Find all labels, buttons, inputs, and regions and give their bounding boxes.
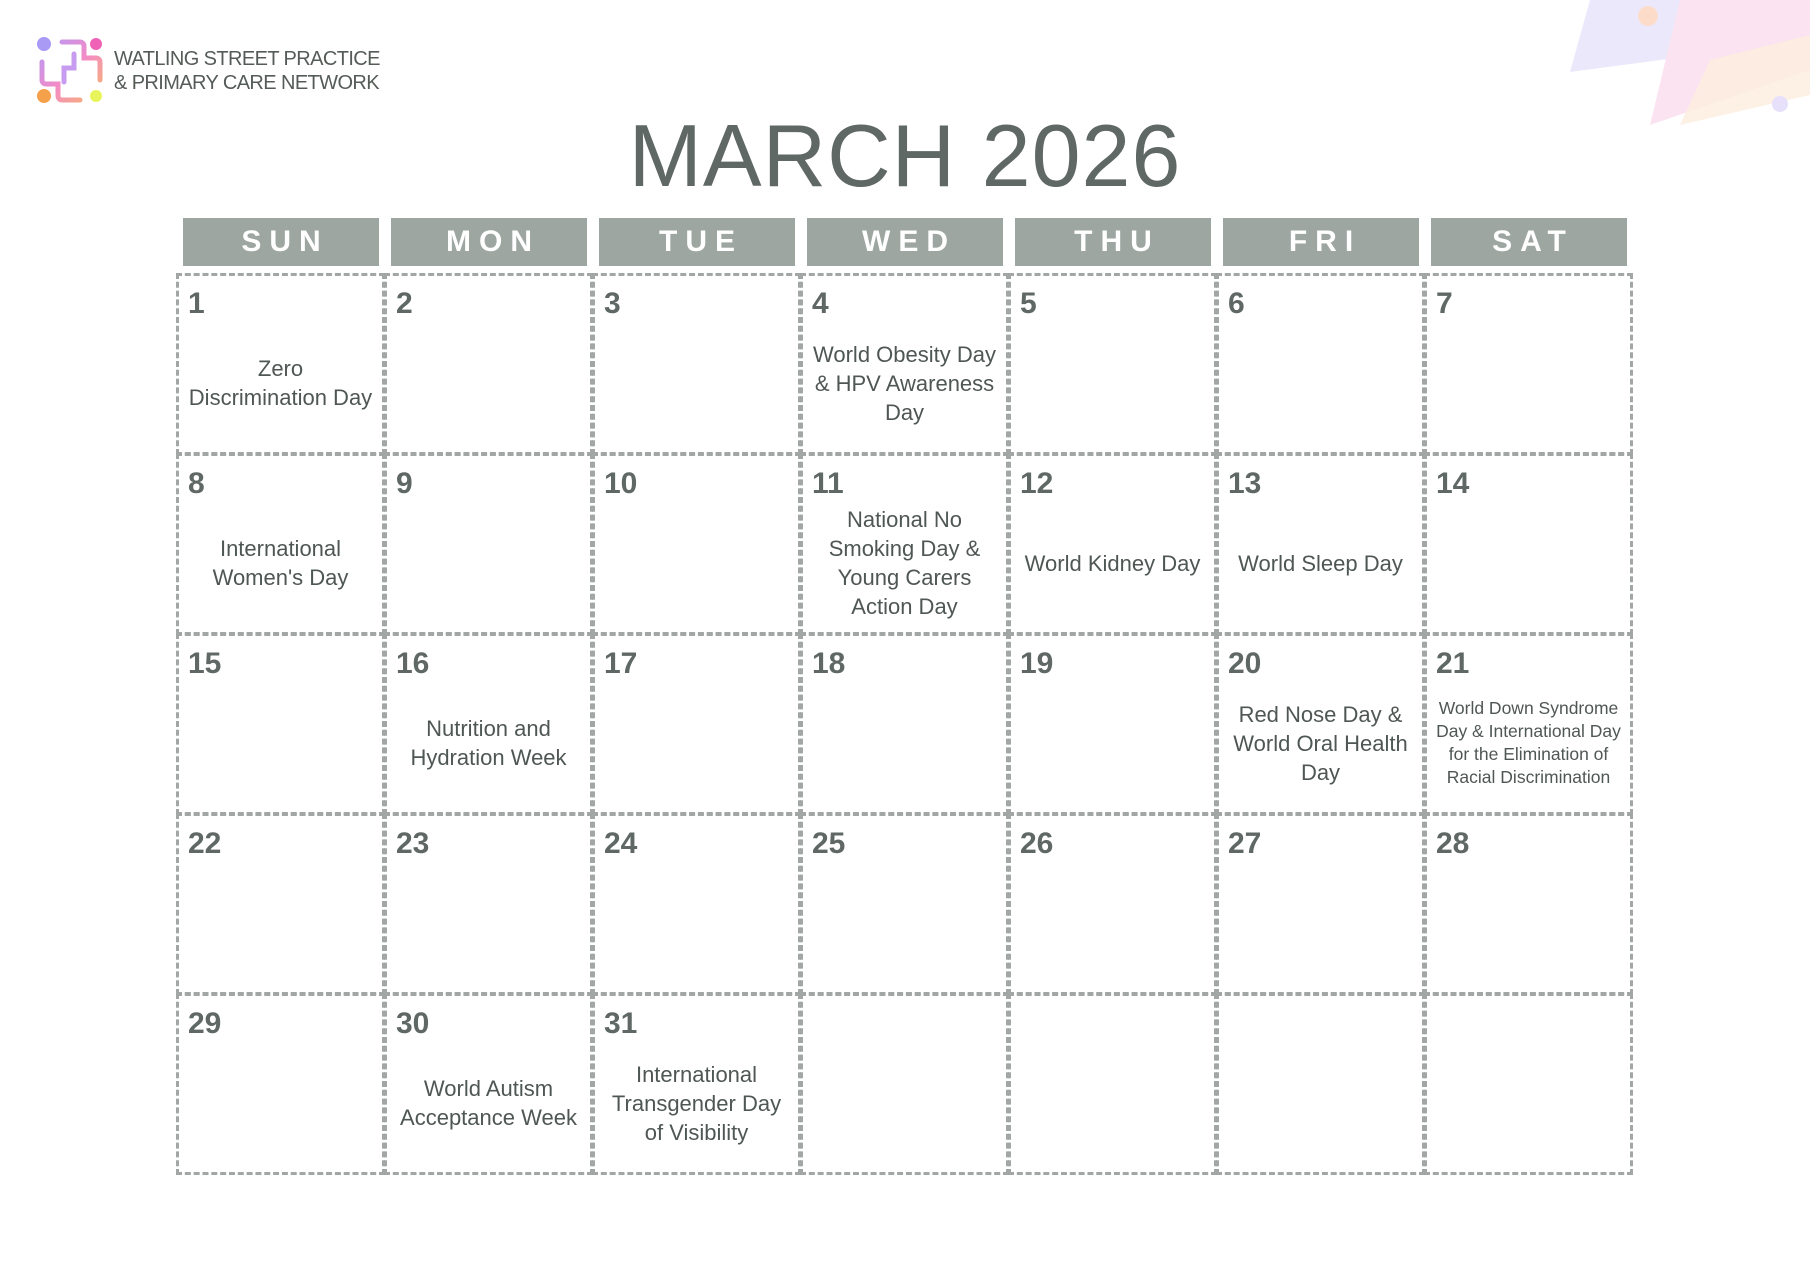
calendar-day-cell bbox=[176, 633, 385, 815]
calendar-day-cell bbox=[1216, 273, 1425, 455]
calendar-day-cell bbox=[800, 453, 1009, 635]
calendar-day-cell bbox=[176, 813, 385, 995]
calendar-day-cell bbox=[1008, 273, 1217, 455]
day-number: 17 bbox=[604, 647, 638, 680]
event-label: World Autism Acceptance Week bbox=[400, 1076, 577, 1130]
day-number: 27 bbox=[1228, 827, 1262, 860]
day-number: 6 bbox=[1228, 287, 1245, 320]
event-label: World Down Syndrome Day & International Day for the Elimination of Racial Discrimination bbox=[1436, 698, 1621, 787]
day-number: 15 bbox=[188, 647, 222, 680]
calendar-day-cell bbox=[592, 993, 801, 1175]
day-number: 18 bbox=[812, 647, 846, 680]
calendar-day-cell bbox=[176, 273, 385, 455]
calendar-day-cell bbox=[1424, 453, 1633, 635]
day-number: 5 bbox=[1020, 287, 1037, 320]
cross-logo-icon bbox=[34, 34, 108, 108]
weekday-mon: MON bbox=[391, 218, 587, 266]
day-number: 20 bbox=[1228, 647, 1262, 680]
day-number: 1 bbox=[188, 287, 205, 320]
event-label: Red Nose Day & World Oral Health Day bbox=[1233, 702, 1408, 785]
weekday-header bbox=[183, 218, 1627, 266]
calendar-day-cell bbox=[1216, 993, 1425, 1175]
event-label: World Obesity Day & HPV Awareness Day bbox=[813, 342, 996, 425]
day-number: 13 bbox=[1228, 467, 1262, 500]
day-number: 7 bbox=[1436, 287, 1453, 320]
calendar-day-cell bbox=[384, 453, 593, 635]
calendar-day-cell bbox=[384, 813, 593, 995]
day-number: 16 bbox=[396, 647, 430, 680]
day-number: 29 bbox=[188, 1007, 222, 1040]
day-number: 19 bbox=[1020, 647, 1054, 680]
day-number: 11 bbox=[812, 467, 844, 500]
day-number: 23 bbox=[396, 827, 430, 860]
calendar-day-cell bbox=[384, 633, 593, 815]
calendar-day-cell bbox=[800, 993, 1009, 1175]
calendar-day-cell bbox=[384, 273, 593, 455]
calendar-day-cell bbox=[800, 813, 1009, 995]
calendar-day-cell bbox=[592, 453, 801, 635]
brand-logo bbox=[34, 34, 380, 108]
day-number: 22 bbox=[188, 827, 222, 860]
event-label: World Kidney Day bbox=[1024, 551, 1201, 576]
event-label: International Transgender Day of Visibility bbox=[611, 1062, 782, 1145]
day-number: 24 bbox=[604, 827, 638, 860]
event-label: Nutrition and Hydration Week bbox=[410, 716, 567, 770]
calendar-grid bbox=[176, 273, 1634, 1176]
calendar-day-cell bbox=[1008, 633, 1217, 815]
calendar-day-cell bbox=[1008, 813, 1217, 995]
weekday-sat: SAT bbox=[1431, 218, 1627, 266]
weekday-fri: FRI bbox=[1223, 218, 1419, 266]
day-number: 9 bbox=[396, 467, 413, 500]
calendar-day-cell bbox=[1424, 273, 1633, 455]
event-label: International Women's Day bbox=[212, 536, 349, 590]
day-number: 14 bbox=[1436, 467, 1470, 500]
day-number: 2 bbox=[396, 287, 413, 320]
weekday-thu: THU bbox=[1015, 218, 1211, 266]
event-label: National No Smoking Day & Young Carers Action Day bbox=[828, 507, 981, 619]
page-title: MARCH 2026 bbox=[628, 106, 1182, 205]
calendar-day-cell bbox=[176, 993, 385, 1175]
day-number: 4 bbox=[812, 287, 829, 320]
calendar-day-cell bbox=[592, 633, 801, 815]
day-number: 10 bbox=[604, 467, 638, 500]
calendar-day-cell bbox=[1216, 813, 1425, 995]
day-number: 28 bbox=[1436, 827, 1470, 860]
day-number: 25 bbox=[812, 827, 846, 860]
calendar-day-cell bbox=[1424, 813, 1633, 995]
calendar-day-cell bbox=[800, 633, 1009, 815]
brand-line-2: & PRIMARY CARE NETWORK bbox=[114, 72, 379, 94]
calendar-day-cell bbox=[176, 453, 385, 635]
weekday-sun: SUN bbox=[183, 218, 379, 266]
calendar-day-cell bbox=[592, 813, 801, 995]
calendar-day-cell bbox=[592, 273, 801, 455]
calendar-day-cell bbox=[1216, 633, 1425, 815]
calendar-day-cell bbox=[1216, 453, 1425, 635]
brand-line-1: WATLING STREET PRACTICE bbox=[114, 48, 380, 70]
day-number: 8 bbox=[188, 467, 205, 500]
weekday-tue: TUE bbox=[599, 218, 795, 266]
day-number: 12 bbox=[1020, 467, 1054, 500]
weekday-wed: WED bbox=[807, 218, 1003, 266]
calendar-day-cell bbox=[1424, 993, 1633, 1175]
calendar-day-cell bbox=[384, 993, 593, 1175]
calendar-day-cell bbox=[1424, 633, 1633, 815]
calendar-day-cell bbox=[1008, 993, 1217, 1175]
calendar-day-cell bbox=[800, 273, 1009, 455]
day-number: 30 bbox=[396, 1007, 430, 1040]
day-number: 21 bbox=[1436, 647, 1470, 680]
day-number: 3 bbox=[604, 287, 621, 320]
brand-name bbox=[114, 47, 380, 95]
day-number: 26 bbox=[1020, 827, 1054, 860]
day-number: 31 bbox=[604, 1007, 638, 1040]
calendar-day-cell bbox=[1008, 453, 1217, 635]
event-label: Zero Discrimination Day bbox=[188, 356, 373, 410]
event-label: World Sleep Day bbox=[1238, 551, 1403, 576]
